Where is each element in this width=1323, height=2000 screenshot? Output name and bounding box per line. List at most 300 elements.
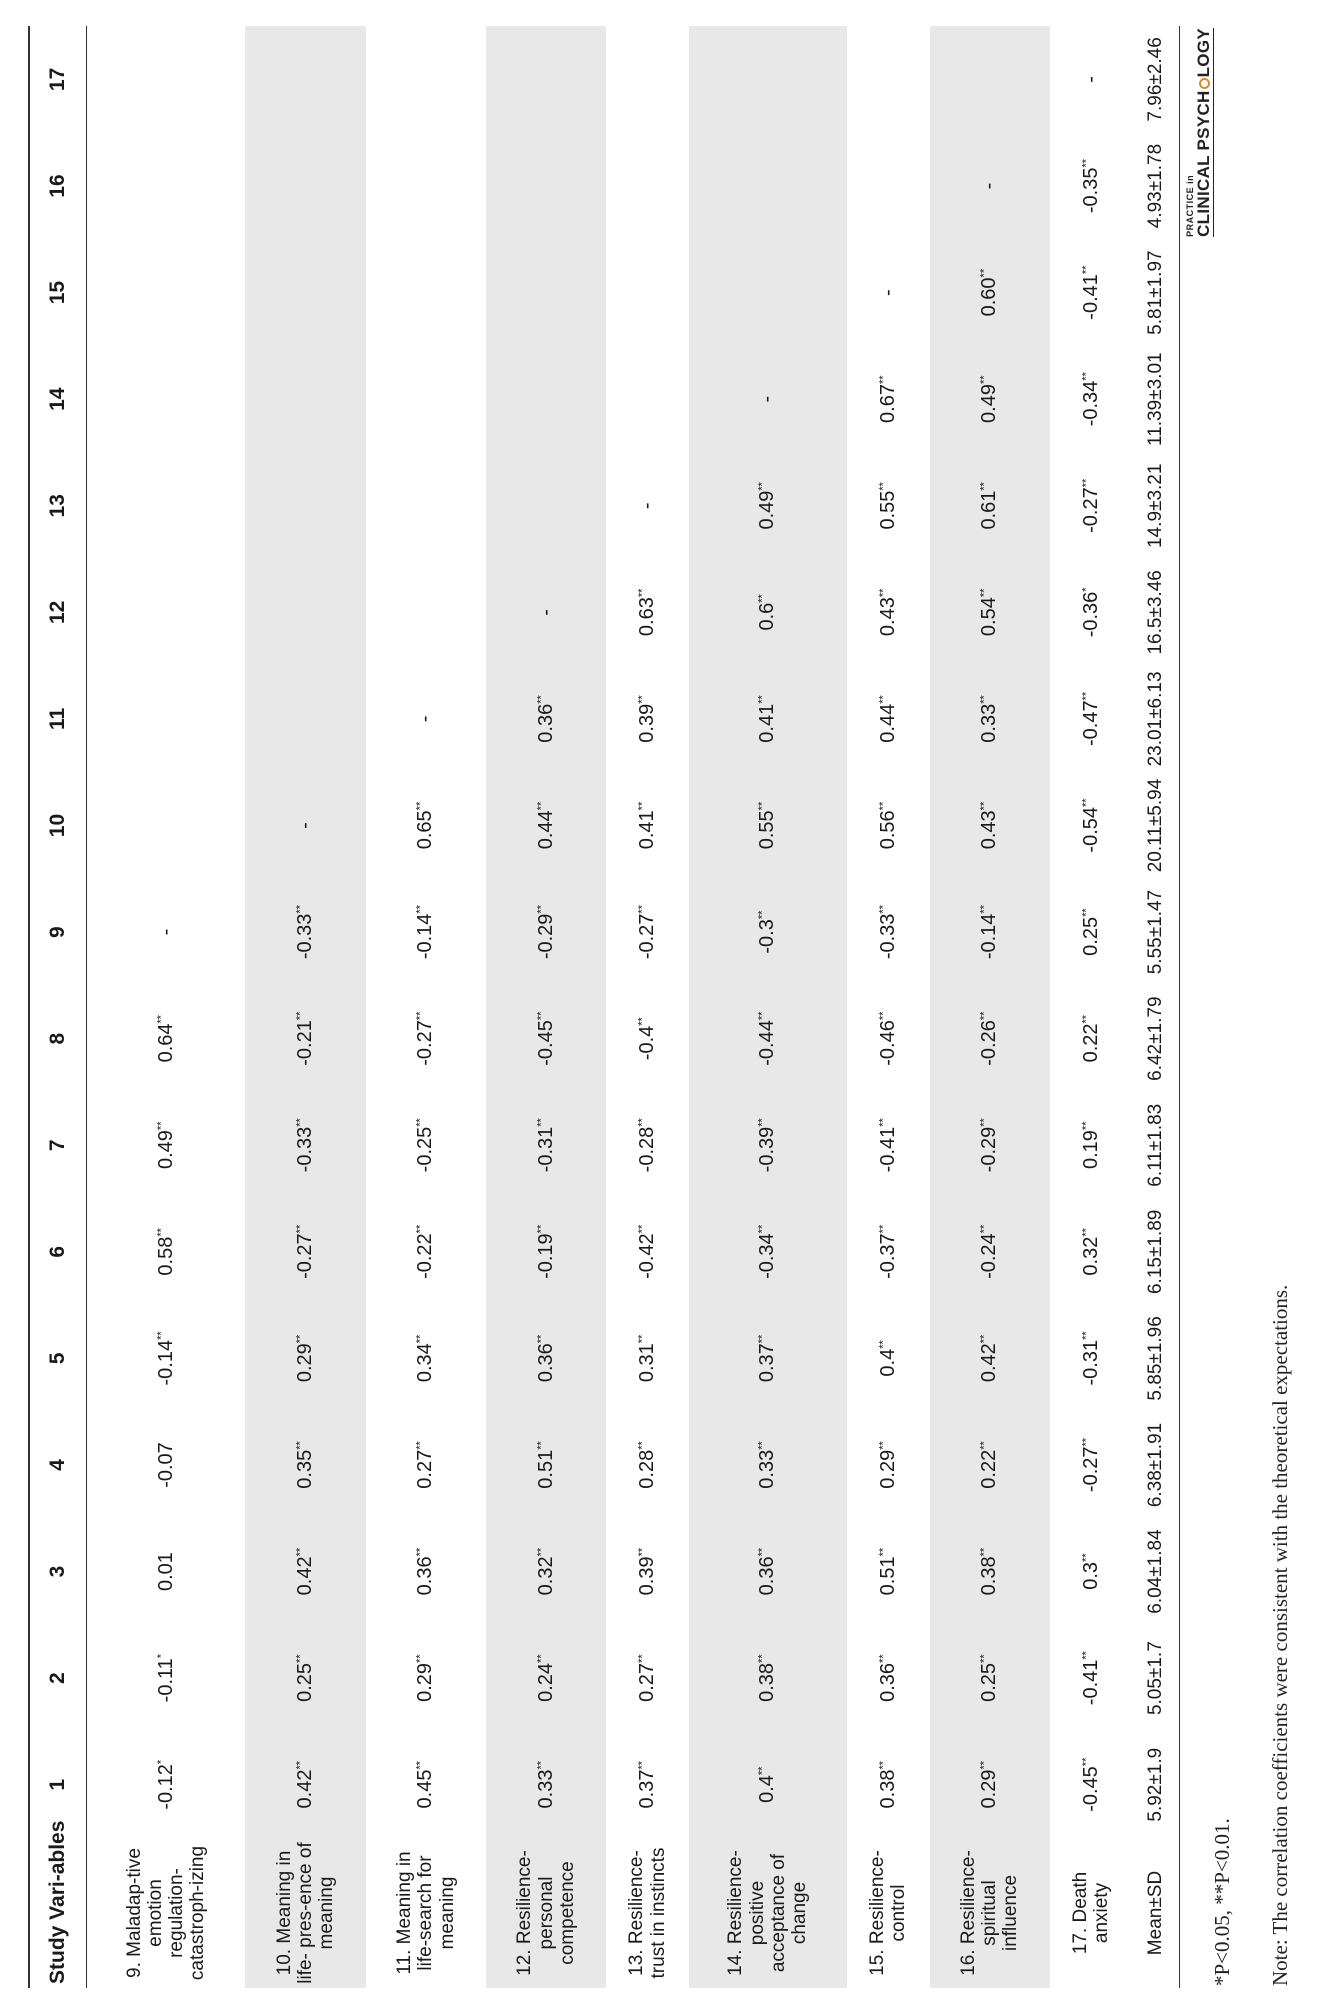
cell-value: -0.26	[978, 1020, 1001, 1066]
table-cell	[847, 346, 930, 453]
table-cell	[486, 1412, 606, 1519]
significance-mark: **	[978, 1654, 991, 1663]
cell-value: 0.29	[876, 1449, 899, 1489]
cell-value: -0.07	[154, 1442, 177, 1488]
cell-value: 0.44	[876, 703, 899, 743]
table-cell	[606, 1625, 689, 1732]
cell-value: 0.33	[978, 703, 1001, 743]
significance-mark: **	[978, 588, 991, 598]
cell-value: 0.4	[876, 1348, 899, 1377]
mean-sd-cell: 11.39±3.01	[1132, 346, 1179, 453]
logo-ring-icon	[1199, 78, 1210, 89]
cell-value: 0.36	[534, 703, 557, 743]
cell-value: -	[876, 289, 899, 296]
significance-footnote: *P<0.05, **P<0.01.	[1210, 1818, 1234, 1986]
table-cell	[1050, 1625, 1133, 1732]
cell-value: -0.14	[978, 913, 1001, 960]
significance-mark: **	[978, 1224, 991, 1234]
table-row	[930, 26, 1050, 1988]
cell-value: -0.54	[1079, 807, 1102, 853]
cell-value: -	[636, 502, 659, 510]
cell-value: 0.55	[756, 810, 779, 850]
cell-value: 0.22	[978, 1449, 1001, 1489]
column-header: 4	[29, 1412, 87, 1519]
cell-value: 0.38	[978, 1556, 1001, 1596]
table-cell	[930, 1731, 1050, 1838]
table-cell	[930, 239, 1050, 346]
journal-logo	[1186, 28, 1214, 237]
significance-mark: **	[155, 1014, 168, 1024]
table-cell	[1050, 346, 1133, 453]
row-label: 14. Resilience-positive acceptance of change	[689, 1838, 847, 1988]
cell-value: 0.51	[876, 1556, 899, 1596]
significance-mark: **	[877, 1760, 890, 1770]
significance-mark: **	[294, 1547, 307, 1557]
table-cell	[847, 1625, 930, 1732]
cell-value: 0.29	[978, 1769, 1001, 1809]
cell-value: -0.24	[978, 1233, 1001, 1279]
table-cell	[847, 1518, 930, 1625]
table-cell	[366, 133, 486, 240]
table-cell	[606, 772, 689, 879]
cell-value: 0.35	[294, 1449, 317, 1489]
significance-mark: **	[535, 1760, 548, 1770]
cell-value: -0.27	[1079, 1446, 1102, 1493]
column-header: 8	[29, 985, 87, 1092]
table-cell	[606, 1518, 689, 1625]
table-cell	[847, 452, 930, 559]
cell-value: 0.44	[534, 810, 557, 850]
cell-value: 0.42	[294, 1556, 317, 1596]
table-cell	[366, 239, 486, 346]
cell-value: 0.41	[756, 703, 779, 743]
table-cell	[1050, 26, 1133, 133]
table-cell	[606, 666, 689, 773]
table-cell	[930, 452, 1050, 559]
table-cell	[689, 879, 847, 986]
table-cell	[87, 26, 246, 133]
cell-value: 0.33	[534, 1769, 557, 1809]
table-cell	[486, 559, 606, 666]
cell-value: 0.25	[294, 1662, 317, 1702]
mean-sd-cell: 6.15±1.89	[1132, 1199, 1179, 1306]
table-cell	[245, 985, 365, 1092]
table-row	[486, 26, 606, 1988]
significance-mark: **	[636, 1334, 649, 1344]
cell-value: 0.54	[978, 597, 1001, 637]
significance-mark: **	[1079, 691, 1092, 701]
cell-value: -0.28	[636, 1126, 659, 1173]
table-cell	[689, 1305, 847, 1412]
significance-mark: **	[756, 1011, 769, 1021]
table-row	[1050, 26, 1133, 1988]
significance-mark: **	[155, 1121, 168, 1131]
table-cell	[366, 1625, 486, 1732]
significance-mark: **	[414, 1224, 427, 1234]
table-cell	[245, 772, 365, 879]
cell-value: -0.25	[414, 1126, 437, 1173]
logo-text-left: CLINICAL PSYCH	[1194, 90, 1213, 237]
table-cell	[606, 452, 689, 559]
table-cell	[847, 1092, 930, 1199]
cell-value: -0.14	[414, 913, 437, 960]
mean-sd-cell: 5.05±1.7	[1132, 1625, 1179, 1732]
table-cell	[87, 133, 246, 240]
table-cell	[930, 26, 1050, 133]
cell-value: -0.29	[978, 1126, 1001, 1173]
cell-value: -0.42	[636, 1233, 659, 1279]
cell-value: -0.27	[1079, 487, 1102, 533]
mean-sd-cell: 6.11±1.83	[1132, 1092, 1179, 1199]
cell-value: 0.38	[876, 1769, 899, 1809]
table-cell	[847, 1412, 930, 1519]
cell-value: 0.32	[1079, 1236, 1102, 1276]
significance-mark: **	[1079, 798, 1092, 807]
cell-value: -0.45	[1079, 1766, 1102, 1812]
mean-sd-cell: 6.04±1.84	[1132, 1518, 1179, 1625]
table-cell	[1050, 772, 1133, 879]
cell-value: 0.36	[534, 1343, 557, 1383]
cell-value: -0.31	[1079, 1339, 1102, 1386]
significance-mark: **	[1079, 1228, 1092, 1237]
table-cell	[366, 26, 486, 133]
table-cell	[689, 239, 847, 346]
table-cell	[245, 133, 365, 240]
significance-mark: **	[978, 801, 991, 811]
cell-value: 0.41	[636, 810, 659, 850]
significance-mark: **	[877, 1547, 890, 1557]
table-row	[847, 26, 930, 1988]
table-cell	[847, 1305, 930, 1412]
row-label: 16. Resilience-spiritual influence	[930, 1838, 1050, 1988]
table-cell	[245, 1305, 365, 1412]
table-cell	[87, 452, 246, 559]
cell-value: -0.44	[756, 1020, 779, 1066]
table-cell	[366, 1412, 486, 1519]
significance-mark: **	[877, 375, 890, 385]
cell-value: 0.49	[154, 1130, 177, 1169]
mean-sd-cell: 14.9±3.21	[1132, 452, 1179, 559]
cell-value: 0.38	[756, 1662, 779, 1702]
table-cell	[245, 1518, 365, 1625]
significance-mark: **	[636, 695, 649, 704]
table-cell	[486, 879, 606, 986]
significance-mark: **	[978, 905, 991, 914]
cell-value: 0.65	[414, 810, 437, 850]
significance-mark: **	[636, 1760, 649, 1770]
significance-mark: **	[978, 1441, 991, 1450]
note-footnote: Note: The correlation coefficients were consistent with the theoretical expectations.	[1268, 1284, 1292, 1986]
table-cell	[689, 133, 847, 240]
significance-mark: **	[636, 1441, 649, 1450]
table-cell	[486, 1199, 606, 1306]
cell-value: 0.4	[756, 1775, 779, 1803]
cell-value: 0.31	[636, 1343, 659, 1383]
cell-value: 0.25	[978, 1662, 1001, 1702]
significance-mark: **	[877, 801, 890, 811]
column-header: 9	[29, 879, 87, 986]
mean-sd-cell: 16.5±3.46	[1132, 559, 1179, 666]
table-cell	[87, 239, 246, 346]
cell-value: 0.19	[1079, 1130, 1102, 1169]
significance-mark: **	[978, 375, 991, 385]
cell-value: 0.60	[978, 277, 1001, 317]
significance-mark: **	[978, 482, 991, 491]
significance-mark: **	[636, 1224, 649, 1234]
table-cell	[1050, 133, 1133, 240]
significance-mark: **	[636, 1654, 649, 1663]
column-header: 11	[29, 666, 87, 773]
table-cell	[847, 1731, 930, 1838]
table-cell	[486, 1731, 606, 1838]
table-cell	[689, 559, 847, 666]
row-label: 13. Resilience-trust in instincts	[626, 1847, 669, 1979]
table-cell	[930, 985, 1050, 1092]
row-label: 15. Resilience-control	[867, 1850, 910, 1976]
significance-mark: **	[294, 1760, 307, 1770]
significance-mark: **	[294, 1441, 307, 1450]
table-cell	[606, 1731, 689, 1838]
cell-value: -0.34	[756, 1233, 779, 1279]
table-cell	[930, 559, 1050, 666]
cell-value: -	[978, 182, 1001, 190]
row-label: 12. Resilience-personal competence	[486, 1838, 606, 1988]
significance-mark: **	[756, 1766, 769, 1776]
significance-mark: **	[1079, 1121, 1092, 1131]
table-cell	[689, 772, 847, 879]
significance-mark: **	[535, 905, 548, 914]
significance-mark: **	[414, 905, 427, 914]
cell-value: 0.64	[154, 1023, 177, 1063]
significance-mark: **	[535, 1334, 548, 1344]
mean-sd-cell: 5.81±1.97	[1132, 239, 1179, 346]
table-cell	[245, 1199, 365, 1306]
significance-mark: **	[414, 1441, 427, 1450]
cell-value: 0.28	[636, 1449, 659, 1489]
significance-mark: **	[535, 1547, 548, 1557]
cell-value: 0.49	[978, 384, 1001, 423]
cell-value: -0.39	[756, 1126, 779, 1173]
significance-mark: **	[756, 695, 769, 704]
table-cell	[1050, 1412, 1133, 1519]
significance-mark: **	[414, 801, 427, 811]
cell-value: 0.3	[1079, 1561, 1102, 1590]
table-cell	[366, 772, 486, 879]
significance-mark: **	[978, 1118, 991, 1127]
significance-mark: **	[535, 1011, 548, 1021]
table-row	[87, 26, 246, 1988]
significance-mark: **	[877, 695, 890, 704]
column-header: 12	[29, 559, 87, 666]
significance-mark: **	[978, 1334, 991, 1344]
table-cell	[847, 666, 930, 773]
table-cell	[606, 26, 689, 133]
cell-value: 0.32	[534, 1556, 557, 1596]
table-cell	[486, 1518, 606, 1625]
cell-value: -0.31	[534, 1126, 557, 1173]
mean-sd-cell: 6.42±1.79	[1132, 985, 1179, 1092]
significance-mark: **	[877, 1654, 890, 1663]
table-cell	[366, 1518, 486, 1625]
table-cell	[1050, 1305, 1133, 1412]
significance-mark: **	[636, 1547, 649, 1557]
significance-mark: **	[978, 695, 991, 704]
cell-value: 0.61	[978, 490, 1001, 530]
column-header: 5	[29, 1305, 87, 1412]
column-header: 10	[29, 772, 87, 879]
table-cell	[366, 1092, 486, 1199]
table-cell	[847, 772, 930, 879]
cell-value: -	[154, 928, 177, 936]
table-cell	[366, 1731, 486, 1838]
significance-mark: **	[1079, 908, 1092, 917]
mean-sd-cell: 20.11±5.94	[1132, 772, 1179, 879]
row-label: 17. Death anxiety	[1069, 1871, 1113, 1955]
table-cell	[689, 1092, 847, 1199]
table-cell	[245, 1412, 365, 1519]
significance-mark: **	[756, 1441, 769, 1450]
table-cell	[847, 26, 930, 133]
cell-value: -	[414, 715, 437, 723]
table-cell	[1050, 239, 1133, 346]
table-cell	[689, 985, 847, 1092]
cell-value: -0.3	[756, 919, 779, 954]
table-cell	[486, 1625, 606, 1732]
table-cell	[486, 1305, 606, 1412]
table-cell	[847, 559, 930, 666]
significance-mark: **	[535, 1118, 548, 1127]
significance-mark: *	[155, 1759, 168, 1765]
column-header: 15	[29, 239, 87, 346]
significance-mark: **	[1079, 1651, 1092, 1660]
significance-mark: *	[1079, 587, 1092, 592]
table-cell	[366, 452, 486, 559]
cell-value: -0.41	[1079, 1659, 1102, 1706]
cell-value: 0.42	[294, 1769, 317, 1809]
column-header: 6	[29, 1199, 87, 1306]
table-cell	[1050, 1092, 1133, 1199]
table-cell	[1050, 452, 1133, 559]
mean-sd-row	[1132, 26, 1179, 1988]
cell-value: 0.22	[1079, 1023, 1102, 1063]
significance-mark: **	[978, 1547, 991, 1557]
significance-mark: **	[294, 1224, 307, 1234]
cell-value: -	[534, 609, 557, 616]
table-cell	[486, 346, 606, 453]
significance-mark: **	[535, 1654, 548, 1663]
cell-value: 0.56	[876, 810, 899, 850]
mean-sd-cell: 7.96±2.46	[1132, 26, 1179, 133]
table-cell	[689, 26, 847, 133]
significance-mark: **	[535, 1441, 548, 1450]
significance-mark: **	[294, 905, 307, 914]
cell-value: -0.12	[154, 1764, 177, 1810]
table-cell	[245, 452, 365, 559]
significance-mark: **	[756, 801, 769, 811]
cell-value: 0.29	[294, 1343, 317, 1383]
column-header: 14	[29, 346, 87, 453]
significance-mark: **	[756, 1654, 769, 1663]
cell-value: -0.41	[876, 1126, 899, 1173]
cell-value: -0.41	[1079, 274, 1102, 320]
table-cell	[606, 133, 689, 240]
significance-mark: **	[756, 594, 769, 603]
table-cell	[87, 1412, 246, 1519]
mean-sd-cell: 5.85±1.96	[1132, 1305, 1179, 1412]
table-cell	[486, 239, 606, 346]
cell-value: -0.33	[294, 913, 317, 960]
table-cell	[1050, 1518, 1133, 1625]
significance-mark: **	[294, 1654, 307, 1663]
table-cell	[87, 879, 246, 986]
logo-text-right: LOGY	[1194, 28, 1213, 78]
significance-mark: **	[636, 801, 649, 811]
significance-mark: **	[756, 1118, 769, 1127]
cell-value: 0.36	[876, 1662, 899, 1702]
table-cell	[87, 559, 246, 666]
cell-value: 0.58	[154, 1236, 177, 1276]
table-cell	[606, 985, 689, 1092]
table-cell	[930, 346, 1050, 453]
table-row	[245, 26, 365, 1988]
cell-value: 0.27	[636, 1662, 659, 1702]
table-cell	[87, 1305, 246, 1412]
mean-sd-cell: 6.38±1.91	[1132, 1412, 1179, 1519]
significance-mark: *	[155, 1653, 168, 1659]
cell-value: 0.45	[414, 1769, 437, 1809]
significance-mark: **	[756, 1334, 769, 1344]
table-row	[366, 26, 486, 1988]
column-header: 13	[29, 452, 87, 559]
significance-mark: **	[414, 1334, 427, 1344]
significance-mark: **	[877, 1224, 890, 1234]
table-cell	[1050, 985, 1133, 1092]
logo-small-text: PRACTICE in	[1185, 174, 1195, 237]
table-cell	[689, 452, 847, 559]
table-row	[606, 26, 689, 1988]
column-header: 17	[29, 26, 87, 133]
table-cell	[486, 133, 606, 240]
significance-mark: **	[756, 910, 769, 920]
table-cell	[689, 346, 847, 453]
significance-mark: **	[294, 1334, 307, 1344]
cell-value: -0.27	[414, 1020, 437, 1066]
table-cell	[689, 1731, 847, 1838]
table-cell	[87, 1518, 246, 1625]
table-cell	[366, 1305, 486, 1412]
column-header: 2	[29, 1625, 87, 1732]
table-cell	[366, 346, 486, 453]
cell-value: 0.36	[756, 1556, 779, 1596]
cell-value: -0.19	[534, 1233, 557, 1279]
mean-sd-cell: 23.01±6.13	[1132, 666, 1179, 773]
cell-value: 0.42	[978, 1343, 1001, 1383]
table-cell	[606, 879, 689, 986]
cell-value: 0.37	[636, 1769, 659, 1809]
cell-value: 0.27	[414, 1449, 437, 1489]
table-cell	[245, 239, 365, 346]
cell-value: -0.29	[534, 913, 557, 960]
table-cell	[366, 666, 486, 773]
significance-mark: **	[877, 1441, 890, 1450]
table-cell	[689, 1199, 847, 1306]
table-cell	[366, 879, 486, 986]
table-cell	[486, 1092, 606, 1199]
table-cell	[245, 1092, 365, 1199]
significance-mark: **	[1079, 1014, 1092, 1024]
table-cell	[847, 879, 930, 986]
table-cell	[486, 26, 606, 133]
